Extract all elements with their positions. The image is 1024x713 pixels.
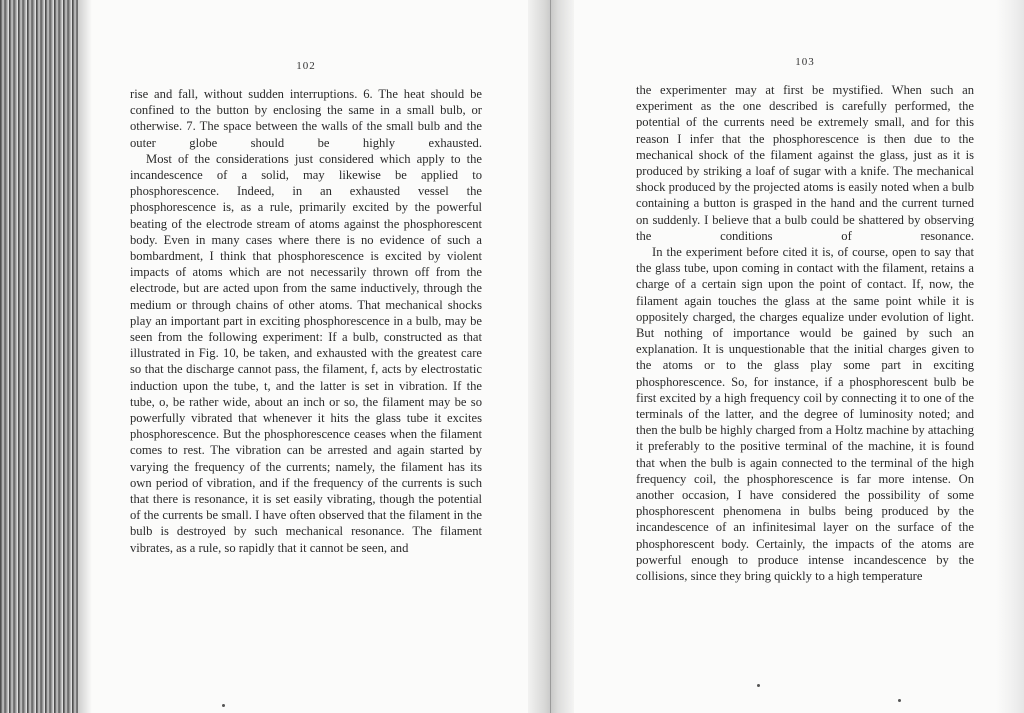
left-page [130,60,482,556]
ink-speck [898,699,901,702]
page-body [636,82,974,584]
paragraph: In the experiment before cited it is, of course, open to say that the glass tube, upon coming in contact with the filament, retains a charge of a certain sign upon the point of contact. If, now, the filament again touches the glass at the same point while it is oppositely charged, the charges equalize under evolution of light. But nothing of importance would be gained by such an explanation. It is unquestionable that the initial charges given to the atoms or to the glass play some part in exciting phosphorescence. So, for instance, if a phosphorescent bulb be first excited by a high frequency coil by connecting it to one of the terminals of the latter, and the degree of luminosity noted; and then the bulb be highly charged from a Holtz machine by attaching it preferably to the positive terminal of the machine, it is found that when the bulb is again connected to the terminal of the high frequency coil, the phosphorescence is far more intense. On another occasion, I have considered the possibility of some phosphorescent phenomena in bulbs being produced by the incandescence of an infinitesimal layer on the surface of the phosphorescent body. Certainly, the impacts of the atoms are powerful enough to produce intense incandescence by the collisions, since they bring quickly to a high temperature [636,245,974,584]
page-edge-shadow [996,0,1024,713]
page-gutter [528,0,574,713]
ink-speck [757,684,760,687]
right-page [636,56,974,584]
page-number: 102 [296,60,316,72]
page-number: 103 [795,56,815,68]
paragraph: rise and fall, without sudden interruptions. 6. The heat should be confined to the button by enclosing the same in a small bulb, or otherwise. 7. The space between the walls of the small bulb and the outer globe should be highly exhausted. [130,87,482,150]
page-body [130,86,482,556]
gutter-fold-line [550,0,551,713]
ink-speck [222,704,225,707]
paragraph: the experimenter may at first be mystified. When such an experiment as the one described is carefully performed, the potential of the currents need be extremely small, and for this reason I infer that the phosphorescence is then due to the mechanical shock of the filament against the glass, just as it is produced by striking a loaf of sugar with a knife. The mechanical shock produced by the projected atoms is easily noted when a bulb containing a button is grasped in the hand and the current turned on suddenly. I believe that a bulb could be shattered by observing the conditions of resonance. [636,83,974,243]
paragraph: Most of the considerations just considered which apply to the incandescence of a solid, may likewise be applied to phosphorescence. Indeed, in an exhausted vessel the phosphorescence is, as a rule, primarily excited by the powerful beating of the electrode stream of atoms against the phosphorescent body. Even in many cases where there is no evidence of such a bombardment, I think that phosphorescence is excited by violent impacts of atoms which are not necessarily thrown off from the electrode, but are acted upon from the same inductively, through the medium or through chains of other atoms. That mechanical shocks play an important part in exciting phosphorescence in a bulb, may be seen from the following experiment: If a bulb, constructed as that illustrated in Fig. 10, be taken, and exhausted with the greatest care so that the discharge cannot pass, the filament, f, acts by electrostatic induction upon the tube, t, and the latter is set in vibration. If the tube, o, be rather wide, about an inch or so, the filament may be so powerfully vibrated that whenever it hits the glass tube it excites phosphorescence. But the phosphorescence ceases when the filament comes to rest. The vibration can be arrested and again started by varying the frequency of the currents; namely, the filament has its own period of vibration, and if the frequency of the currents is such that there is resonance, it is set easily vibrating, though the potential of the currents be small. I have often observed that the filament in the bulb is destroyed by such mechanical resonance. The filament vibrates, as a rule, so rapidly that it cannot be seen, and [130,151,482,555]
book-binding-edge [0,0,78,713]
